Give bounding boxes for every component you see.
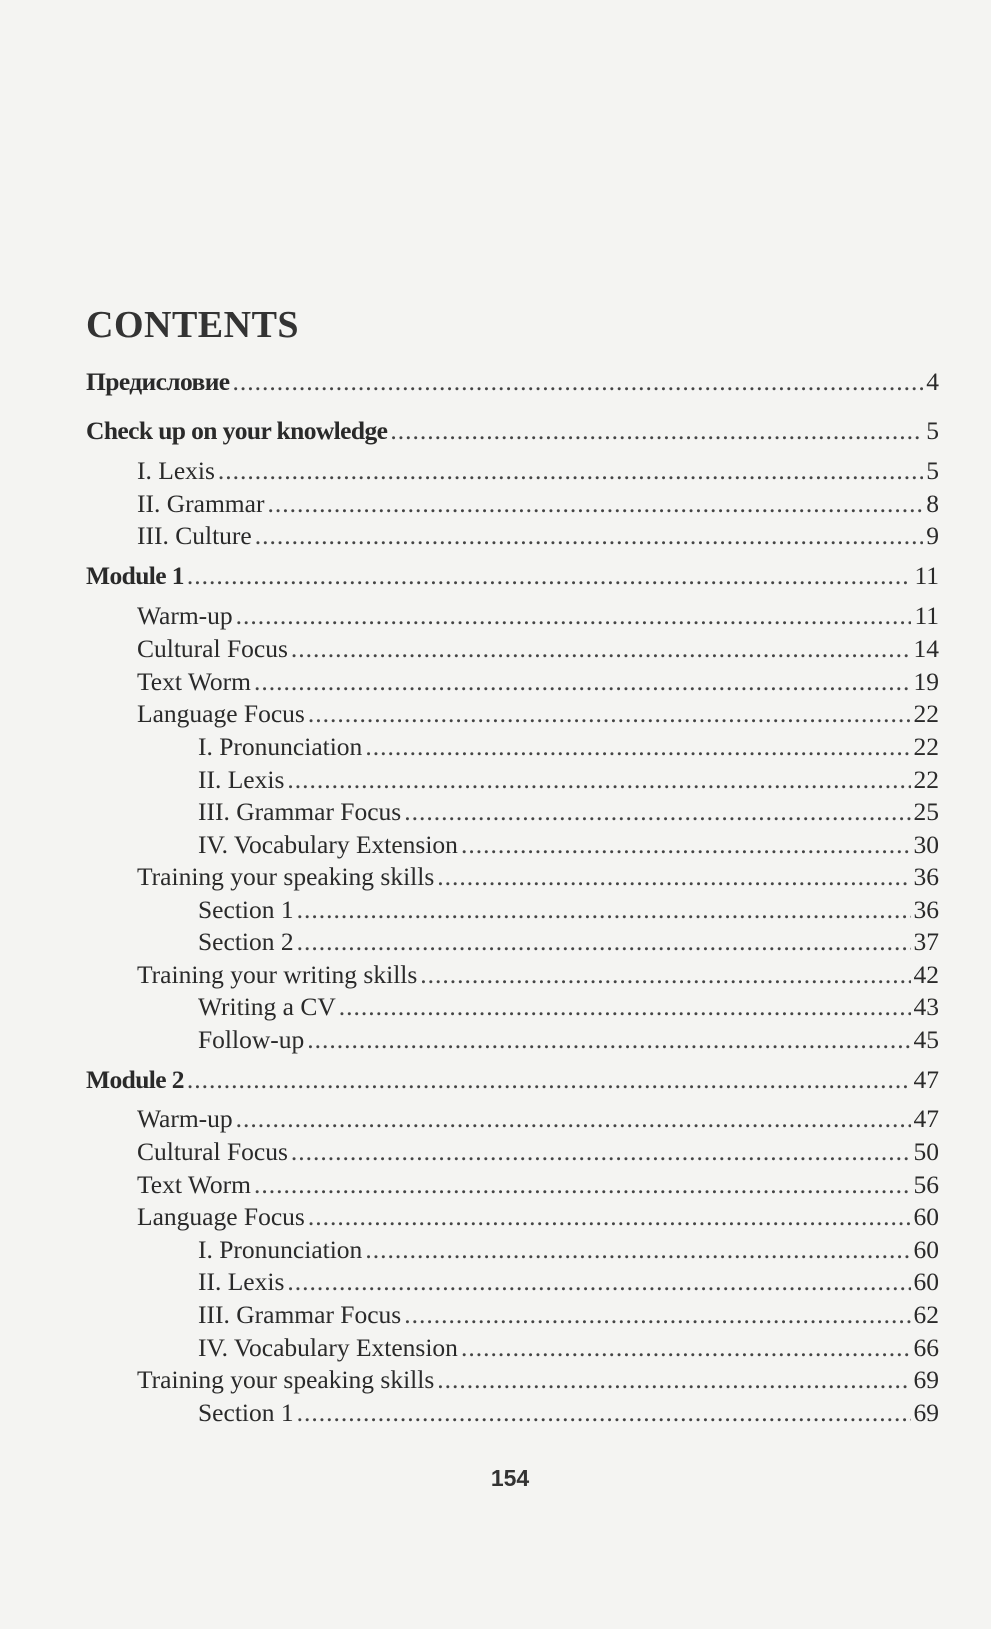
- toc-entry-label: Language Focus: [137, 699, 305, 728]
- toc-entry-label: Cultural Focus: [137, 1137, 288, 1166]
- toc-entry-page: 25: [913, 797, 939, 826]
- toc-section-entry: [86, 367, 939, 397]
- toc-entry-page: 4: [926, 367, 939, 396]
- dot-leader: [461, 830, 911, 860]
- dot-leader: [291, 634, 911, 664]
- toc-subsection-entry: [137, 1104, 939, 1134]
- toc-entry-label: III. Grammar Focus: [198, 797, 402, 826]
- toc-entry-label: Предисловие: [86, 367, 230, 396]
- toc-entry-label: IV. Vocabulary Extension: [198, 830, 458, 859]
- toc-entry-page: 60: [913, 1267, 939, 1296]
- dot-leader: [297, 927, 911, 957]
- toc-subsection-entry: [137, 1365, 939, 1395]
- dot-leader: [365, 1235, 910, 1265]
- toc-subsubsection-entry: [198, 1267, 939, 1297]
- toc-entry-page: 22: [913, 765, 939, 794]
- dot-leader: [307, 1025, 910, 1055]
- dot-leader: [187, 561, 912, 591]
- dot-leader: [339, 992, 911, 1022]
- toc-subsubsection-entry: [198, 927, 939, 957]
- toc-subsection-entry: [137, 1202, 939, 1232]
- dot-leader: [236, 601, 912, 631]
- toc-entry-label: I. Lexis: [137, 456, 215, 485]
- toc-entry-label: I. Pronunciation: [198, 732, 363, 761]
- toc-entry-label: Warm-up: [137, 1104, 233, 1133]
- toc-subsubsection-entry: [198, 830, 939, 860]
- toc-subsubsection-entry: [198, 992, 939, 1022]
- dot-leader: [287, 765, 910, 795]
- dot-leader: [287, 1267, 910, 1297]
- toc-entry-page: 42: [913, 960, 939, 989]
- dot-leader: [308, 699, 911, 729]
- toc-entry-label: III. Culture: [137, 521, 252, 550]
- toc-entry-label: Language Focus: [137, 1202, 305, 1231]
- dot-leader: [390, 416, 923, 446]
- toc-entry-page: 60: [913, 1235, 939, 1264]
- toc-subsubsection-entry: [198, 1398, 939, 1428]
- toc-subsubsection-entry: [198, 765, 939, 795]
- toc-entry-page: 56: [913, 1170, 939, 1199]
- dot-leader: [308, 1202, 911, 1232]
- dot-leader: [437, 862, 910, 892]
- toc-entry-label: II. Lexis: [198, 765, 285, 794]
- toc-subsection-entry: [137, 634, 939, 664]
- toc-entry-page: 60: [913, 1202, 939, 1231]
- dot-leader: [404, 797, 910, 827]
- toc-entry-label: II. Lexis: [198, 1267, 285, 1296]
- toc-subsubsection-entry: [198, 895, 939, 925]
- toc-subsubsection-entry: [198, 1300, 939, 1330]
- toc-subsection-entry: [137, 699, 939, 729]
- toc-entry-page: 11: [914, 561, 939, 590]
- toc-subsubsection-entry: [198, 1025, 939, 1055]
- dot-leader: [437, 1365, 910, 1395]
- dot-leader: [365, 732, 910, 762]
- toc-entry-page: 14: [913, 634, 939, 663]
- toc-entry-label: Writing a CV: [198, 992, 336, 1021]
- toc-entry-label: Text Worm: [137, 1170, 251, 1199]
- toc-entry-page: 5: [926, 416, 939, 445]
- dot-leader: [236, 1104, 911, 1134]
- dot-leader: [218, 456, 923, 486]
- toc-entry-page: 22: [913, 732, 939, 761]
- toc-entry-label: Follow-up: [198, 1025, 305, 1054]
- toc-entry-page: 45: [913, 1025, 939, 1054]
- toc-entry-label: Training your writing skills: [137, 960, 418, 989]
- toc-subsubsection-entry: [198, 1333, 939, 1363]
- toc-subsubsection-entry: [198, 732, 939, 762]
- toc-subsection-entry: [137, 862, 939, 892]
- toc-entry-label: I. Pronunciation: [198, 1235, 363, 1264]
- toc-entry-label: Training your speaking skills: [137, 862, 435, 891]
- toc-subsection-entry: [137, 1170, 939, 1200]
- dot-leader: [187, 1065, 911, 1095]
- toc-entry-page: 8: [926, 489, 939, 518]
- toc-section-entry: [86, 1065, 939, 1095]
- toc-entry-page: 22: [913, 699, 939, 728]
- toc-subsection-entry: [137, 521, 939, 551]
- toc-entry-page: 47: [913, 1065, 939, 1094]
- dot-leader: [254, 667, 911, 697]
- dot-leader: [297, 1398, 911, 1428]
- toc-entry-label: Section 1: [198, 895, 294, 924]
- toc-subsection-entry: [137, 1137, 939, 1167]
- toc-entry-page: 66: [913, 1333, 939, 1362]
- toc-entry-label: Section 2: [198, 927, 294, 956]
- toc-section-entry: [86, 416, 939, 446]
- toc-entry-page: 19: [913, 667, 939, 696]
- toc-entry-page: 36: [913, 895, 939, 924]
- toc-entry-label: Module 2: [86, 1065, 184, 1094]
- toc-entry-page: 37: [913, 927, 939, 956]
- toc-section-entry: [86, 561, 939, 591]
- toc-entry-page: 11: [914, 601, 939, 630]
- page-number: 154: [490, 1465, 530, 1491]
- toc-entry-label: IV. Vocabulary Extension: [198, 1333, 458, 1362]
- toc-subsubsection-entry: [198, 797, 939, 827]
- toc-entry-label: Training your speaking skills: [137, 1365, 435, 1394]
- toc-entry-page: 30: [913, 830, 939, 859]
- toc-subsection-entry: [137, 601, 939, 631]
- toc-subsection-entry: [137, 667, 939, 697]
- toc-entry-label: Text Worm: [137, 667, 251, 696]
- dot-leader: [233, 367, 924, 397]
- toc-entry-page: 69: [913, 1398, 939, 1427]
- dot-leader: [461, 1333, 911, 1363]
- toc-subsection-entry: [137, 489, 939, 519]
- dot-leader: [420, 960, 910, 990]
- toc-entry-label: II. Grammar: [137, 489, 265, 518]
- toc-entry-label: Module 1: [86, 561, 184, 590]
- toc-entry-label: Section 1: [198, 1398, 294, 1427]
- page-title: CONTENTS: [86, 304, 300, 346]
- toc-entry-page: 5: [926, 456, 939, 485]
- dot-leader: [254, 1170, 911, 1200]
- toc-entry-page: 9: [926, 521, 939, 550]
- toc-subsection-entry: [137, 960, 939, 990]
- toc-subsection-entry: [137, 456, 939, 486]
- dot-leader: [255, 521, 924, 551]
- toc-entry-label: Check up on your knowledge: [86, 416, 388, 445]
- toc-entry-label: Warm-up: [137, 601, 233, 630]
- toc-entry-page: 36: [913, 862, 939, 891]
- dot-leader: [404, 1300, 910, 1330]
- toc-entry-label: III. Grammar Focus: [198, 1300, 402, 1329]
- toc-entry-label: Cultural Focus: [137, 634, 288, 663]
- toc-entry-page: 62: [913, 1300, 939, 1329]
- dot-leader: [267, 489, 923, 519]
- toc-entry-page: 47: [913, 1104, 939, 1133]
- toc-entry-page: 43: [913, 992, 939, 1021]
- toc-subsubsection-entry: [198, 1235, 939, 1265]
- dot-leader: [297, 895, 911, 925]
- toc-entry-page: 69: [913, 1365, 939, 1394]
- dot-leader: [291, 1137, 911, 1167]
- toc-entry-page: 50: [913, 1137, 939, 1166]
